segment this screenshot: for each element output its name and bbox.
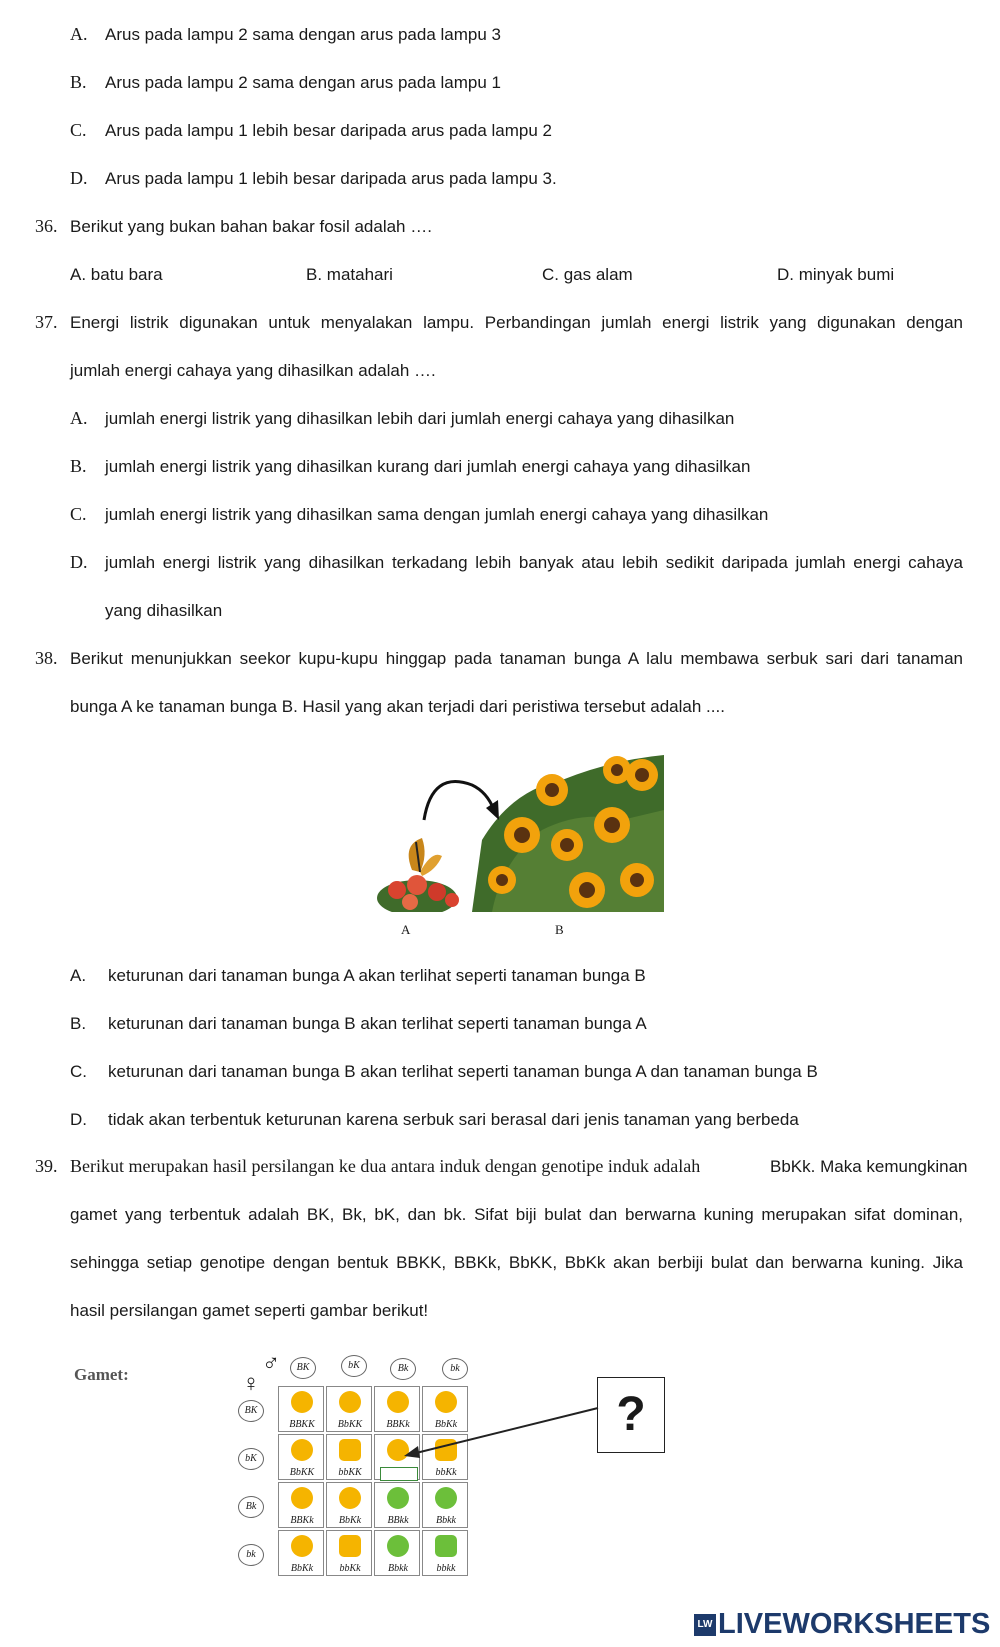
q37-question-line1: Energi listrik digunakan untuk menyalakan lampu. Perbandingan jumlah energi listrik yang digunakan dengan — [70, 313, 963, 332]
col-gamete-3: Bk — [390, 1358, 416, 1380]
genotype-label: bbKk — [339, 1563, 361, 1574]
row-gamete-1: BK — [238, 1400, 264, 1422]
q38-option-a-text: keturunan dari tanaman bunga A akan terlihat seperti tanaman bunga B — [108, 966, 646, 985]
q38-option-a-letter: A. — [70, 966, 87, 985]
punnett-cell — [278, 1434, 324, 1480]
punnett-cell — [278, 1482, 324, 1528]
genotype-label: BBKk — [386, 1419, 410, 1430]
q38-option-d-text: tidak akan terbentuk keturunan karena serbuk sari berasal dari jenis tanaman yang berbeda — [108, 1110, 799, 1129]
male-symbol: ♂ — [262, 1350, 280, 1377]
female-symbol: ♀ — [242, 1370, 260, 1397]
punnett-cell — [326, 1482, 372, 1528]
seed-icon — [339, 1439, 361, 1461]
q35-option-c-letter: C. — [70, 120, 87, 140]
genotype-label: BbKK — [337, 1419, 363, 1430]
q35-option-c-text: Arus pada lampu 1 lebih besar daripada arus pada lampu 2 — [105, 121, 553, 140]
seed-icon — [387, 1487, 409, 1509]
q35-option-a-text: Arus pada lampu 2 sama dengan arus pada lampu 3 — [105, 25, 501, 44]
q39-question-line2: gamet yang terbentuk adalah BK, Bk, bK, dan bk. Sifat biji bulat dan berwarna kuning merupakan sifat dominan, — [70, 1205, 963, 1224]
q38-question-line1: Berikut menunjukkan seekor kupu-kupu hinggap pada tanaman bunga A lalu membawa serbuk sari dari tanaman — [70, 649, 963, 668]
q39-number: 39. — [35, 1156, 58, 1176]
genotype-label: bbKk — [435, 1467, 457, 1478]
punnett-cell — [278, 1530, 324, 1576]
punnett-cell — [422, 1530, 468, 1576]
punnett-cell — [326, 1434, 372, 1480]
q35-option-d-letter: D. — [70, 168, 88, 188]
question-mark-box: ? — [597, 1377, 665, 1453]
punnett-cell — [374, 1482, 420, 1528]
q37-option-b-text: jumlah energi listrik yang dihasilkan kurang dari jumlah energi cahaya yang dihasilkan — [105, 457, 751, 476]
genotype-label: Bbkk — [388, 1563, 408, 1574]
q38-option-b-text: keturunan dari tanaman bunga B akan terlihat seperti tanaman bunga A — [108, 1014, 647, 1033]
genotype-label: BBKK — [289, 1419, 315, 1430]
caption-flower-b: B — [555, 922, 564, 937]
genotype-label: BBKk — [290, 1515, 314, 1526]
q38-option-b-letter: B. — [70, 1014, 87, 1033]
caption-flower-a: A — [401, 922, 411, 937]
genotype-label: BbKk — [290, 1563, 314, 1574]
seed-icon — [435, 1535, 457, 1557]
q37-option-c-text: jumlah energi listrik yang dihasilkan sama dengan jumlah energi cahaya yang dihasilkan — [105, 505, 769, 524]
q38-option-c-letter: C. — [70, 1062, 87, 1081]
row-gamete-3: Bk — [238, 1496, 264, 1518]
liveworksheets-logo-icon: LW — [694, 1614, 716, 1636]
q38-number: 38. — [35, 648, 58, 668]
col-gamete-2: bK — [341, 1355, 367, 1377]
punnett-cell — [278, 1386, 324, 1432]
q36-question: Berikut yang bukan bahan bakar fosil adalah …. — [70, 217, 432, 236]
liveworksheets-logo: LW LIVEWORKSHEETS — [694, 1608, 990, 1641]
q37-question-line2: jumlah energi cahaya yang dihasilkan adalah …. — [70, 361, 436, 380]
q36-option-c: C. gas alam — [542, 265, 633, 284]
q37-option-a-text: jumlah energi listrik yang dihasilkan lebih dari jumlah energi cahaya yang dihasilkan — [105, 409, 735, 428]
q38-option-c-text: keturunan dari tanaman bunga B akan terlihat seperti tanaman bunga A dan tanaman bunga B — [108, 1062, 818, 1081]
punnett-cell — [422, 1482, 468, 1528]
pointer-arrow — [400, 1400, 600, 1470]
seed-icon — [387, 1535, 409, 1557]
q39-question-line4: hasil persilangan gamet seperti gambar berikut! — [70, 1301, 429, 1320]
seed-icon — [291, 1391, 313, 1413]
q35-option-b-letter: B. — [70, 72, 87, 92]
q39-question-line1b: BbKk. Maka kemungkinan — [770, 1157, 968, 1176]
seed-icon — [291, 1535, 313, 1557]
genotype-label: BbKk — [338, 1515, 362, 1526]
q39-question-line1a: Berikut merupakan hasil persilangan ke dua antara induk dengan genotipe induk adalah — [70, 1156, 701, 1176]
q35-option-d-text: Arus pada lampu 1 lebih besar daripada arus pada lampu 3. — [105, 169, 557, 188]
seed-icon — [291, 1439, 313, 1461]
row-gamete-4: bk — [238, 1544, 264, 1566]
genotype-label: BbKk — [434, 1419, 458, 1430]
q36-option-d: D. minyak bumi — [777, 265, 895, 284]
q37-number: 37. — [35, 312, 58, 332]
q36-option-b: B. matahari — [306, 265, 393, 284]
butterfly-sunflower-illustration — [372, 750, 664, 912]
genotype-label: Bbkk — [436, 1515, 456, 1526]
q37-option-b-letter: B. — [70, 456, 87, 476]
q38-option-d-letter: D. — [70, 1110, 87, 1129]
q36-option-a: A. batu bara — [70, 265, 163, 284]
col-gamete-4: bk — [442, 1358, 468, 1380]
genotype-label: bbKK — [338, 1467, 362, 1478]
q39-question-line3: sehingga setiap genotipe dengan bentuk BBKK, BBKk, BbKK, BbKk akan berbiji bulat dan berwarna kuning. Jika — [70, 1253, 963, 1272]
seed-icon — [339, 1391, 361, 1413]
genotype-label: bbkk — [436, 1563, 456, 1574]
row-gamete-2: bK — [238, 1448, 264, 1470]
col-gamete-1: BK — [290, 1357, 316, 1379]
q38-question-line2: bunga A ke tanaman bunga B. Hasil yang akan terjadi dari peristiwa tersebut adalah .... — [70, 697, 725, 716]
seed-icon — [339, 1487, 361, 1509]
seed-icon — [435, 1487, 457, 1509]
genotype-label: BBkk — [387, 1515, 409, 1526]
q37-option-a-letter: A. — [70, 408, 88, 428]
q37-option-d-letter: D. — [70, 552, 88, 572]
genotype-label: BbKK — [289, 1467, 315, 1478]
q35-option-a-letter: A. — [70, 24, 88, 44]
seed-icon — [291, 1487, 313, 1509]
q36-number: 36. — [35, 216, 58, 236]
punnett-cell — [326, 1386, 372, 1432]
punnett-cell — [326, 1530, 372, 1576]
q37-option-d-text-cont: yang dihasilkan — [105, 601, 223, 620]
q37-option-c-letter: C. — [70, 504, 87, 524]
seed-icon — [339, 1535, 361, 1557]
q35-option-b-text: Arus pada lampu 2 sama dengan arus pada lampu 1 — [105, 73, 501, 92]
q37-option-d-text: jumlah energi listrik yang dihasilkan terkadang lebih banyak atau lebih sedikit daripada jumlah energi cahaya — [105, 553, 963, 572]
gamet-label: Gamet: — [74, 1365, 129, 1384]
punnett-cell — [374, 1530, 420, 1576]
